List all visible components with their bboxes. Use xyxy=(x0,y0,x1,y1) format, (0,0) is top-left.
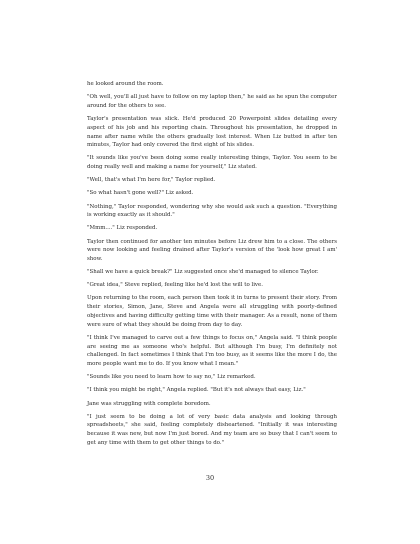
paragraph: "I just seem to be doing a lot of very basic data analysis and looking through spreadsheets," she said, feeling completely disheartened. "Initially it was interesting because it was new, but now I'm just bored. And my team are so busy that I can't seem to get any time with them to get other things to do." xyxy=(87,413,337,447)
paragraph: Taylor then continued for another ten minutes before Liz drew him to a close. The others were now looking and feeling drained after Taylor's version of the 'look how great I am' show. xyxy=(87,238,337,263)
paragraph: "Great idea," Steve replied, feeling like he'd lost the will to live. xyxy=(87,282,263,289)
paragraph: "Shall we have a quick break?" Liz suggested once she'd managed to silence Taylor. xyxy=(87,269,319,276)
paragraph: "Mmm...." Liz responded. xyxy=(87,225,158,232)
paragraph: "It sounds like you've been doing some really interesting things, Taylor. You seem to be doing really well and making a name for yourself," Liz stated. xyxy=(87,155,337,171)
paragraph: Taylor's presentation was slick. He'd produced 20 Powerpoint slides detailing every aspect of his job and his reporting chain. Throughout his presentation, he dropped in name after name while the others gradually lost interest. When Liz butted in after ten minutes, Taylor had only covered the first eight of his slides. xyxy=(87,115,337,149)
paragraph: "Well, that's what I'm here for," Taylor replied. xyxy=(87,177,216,184)
body-text xyxy=(87,80,337,452)
paragraph: Jane was struggling with complete boredom. xyxy=(87,400,211,407)
paragraph: "Nothing," Taylor responded, wondering why she would ask such a question. "Everything is working exactly as it should." xyxy=(87,203,337,219)
paragraph: "So what hasn't gone well?" Liz asked. xyxy=(87,190,194,197)
paragraph: "Sounds like you need to learn how to say no," Liz remarked. xyxy=(87,374,256,381)
paragraph: "Oh well, you'll all just have to follow on my laptop then," he said as he spun the computer around for the others to see. xyxy=(87,94,337,109)
paragraph: "I think you might be right," Angela replied. "But it's not always that easy, Liz." xyxy=(87,387,306,394)
paragraph: he looked around the room. xyxy=(87,81,164,87)
page-number: 30 xyxy=(205,474,215,482)
paragraph: "I think I've managed to carve out a few things to focus on," Angela said. "I think people are seeing me as someone who's helpful. But although I'm busy, I'm definitely not challenged. In fact sometimes I think that I'm too busy, as it seems like the more I do, the more people want me to do. If you know what I mean." xyxy=(87,334,337,368)
paragraph: Upon returning to the room, each person then took it in turns to present their story. From their stories, Simon, Jane, Steve and Angela were all struggling with poorly-defined objectives and having difficulty getting time with their manager. As a result, none of them were sure of what they should be doing from day to day. xyxy=(87,295,337,328)
